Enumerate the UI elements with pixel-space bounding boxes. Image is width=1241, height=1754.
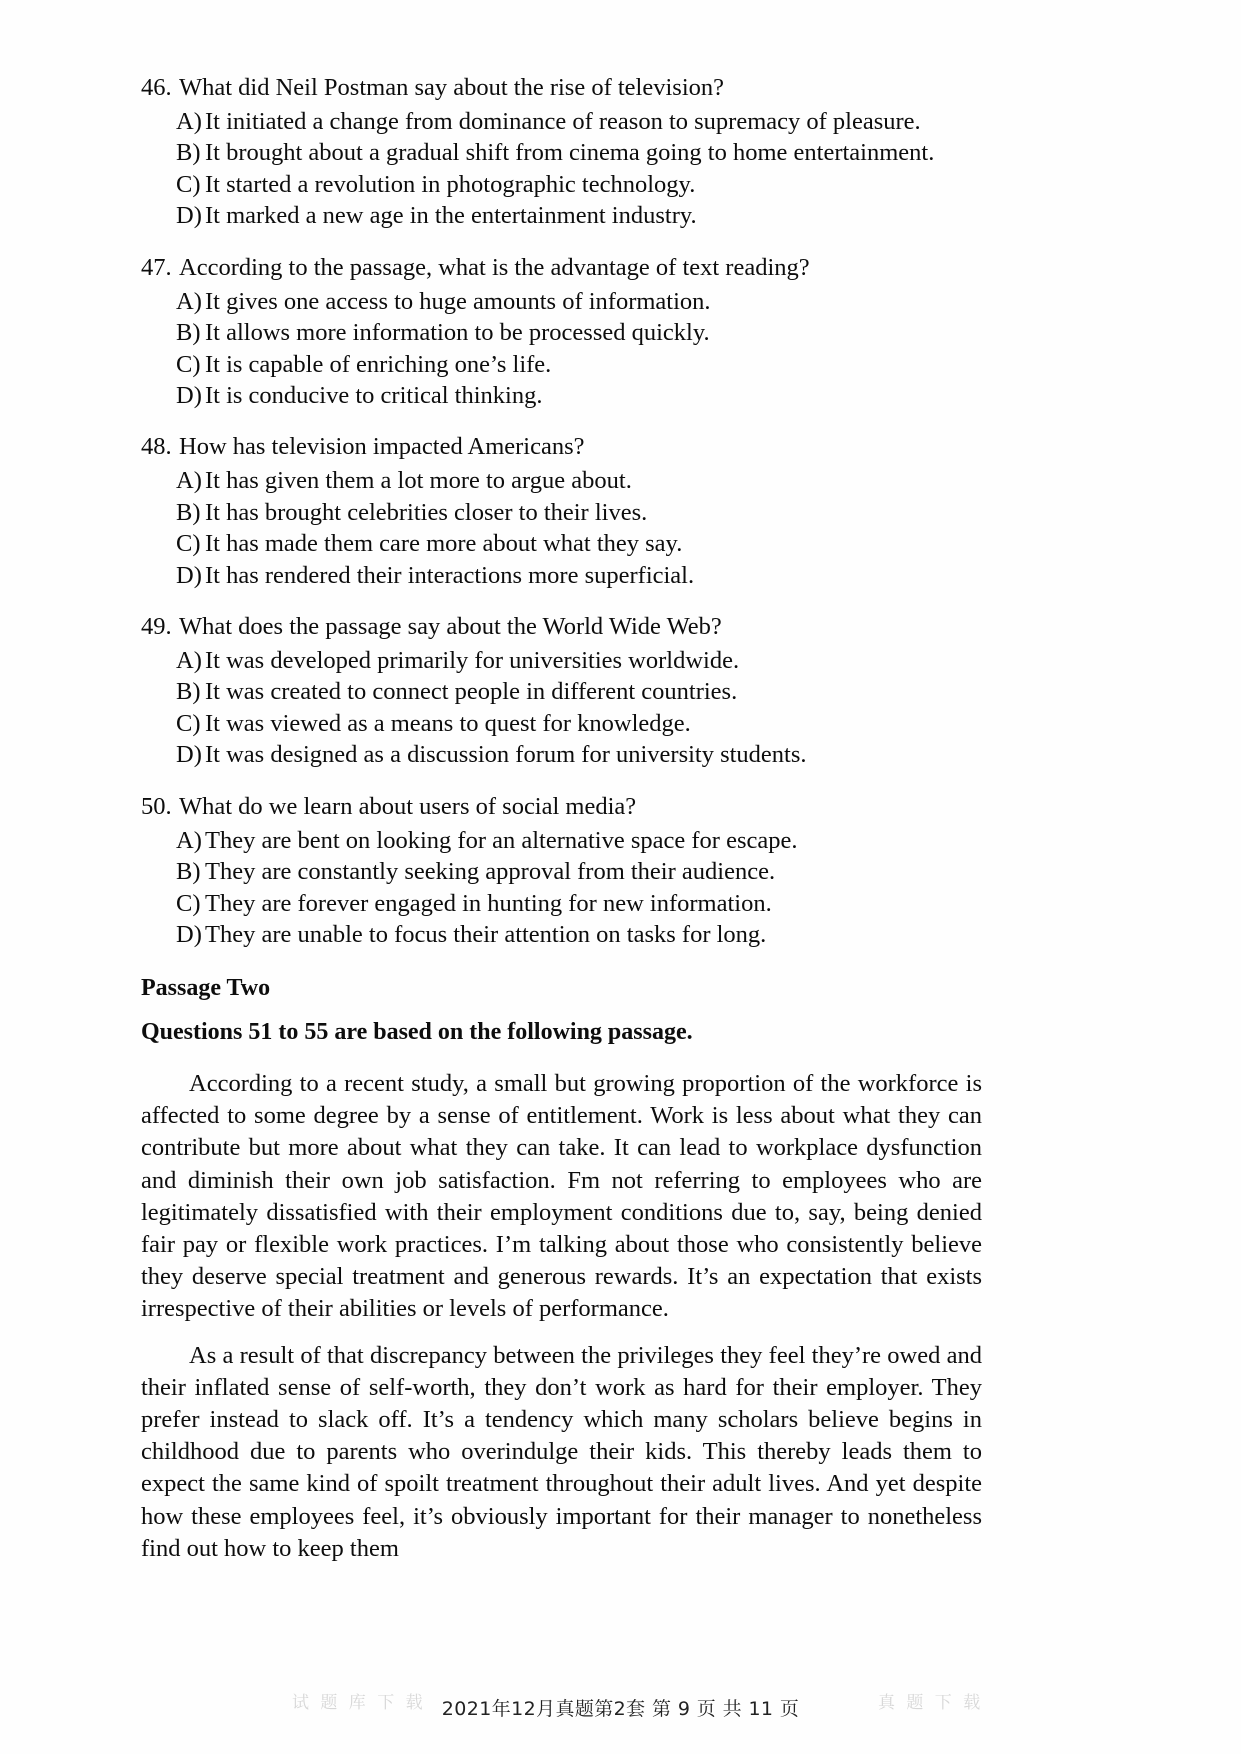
option-list (141, 286, 982, 412)
option-text: It has brought celebrities closer to their lives. (205, 498, 648, 526)
option-c[interactable] (141, 169, 982, 200)
question-stem (141, 72, 982, 104)
option-b[interactable] (141, 676, 982, 707)
question-stem (141, 791, 982, 823)
option-a[interactable] (141, 825, 982, 856)
option-label: D) (176, 381, 202, 409)
option-label: C) (176, 530, 201, 558)
option-text: It was designed as a discussion forum for university students. (205, 741, 807, 769)
option-text: It is capable of enriching one’s life. (205, 350, 552, 378)
option-c[interactable] (141, 888, 982, 919)
question-text: What do we learn about users of social media? (179, 792, 637, 820)
option-label: A) (176, 467, 202, 495)
question-number: 46. (141, 74, 172, 101)
option-a[interactable] (141, 286, 982, 317)
option-label: A) (176, 287, 202, 315)
option-label: B) (176, 678, 201, 706)
option-list (141, 645, 982, 771)
option-label: D) (176, 741, 202, 769)
question-stem (141, 252, 982, 284)
passage-heading: Passage Two (141, 974, 271, 1001)
option-text: It allows more information to be processed quickly. (205, 319, 710, 347)
option-c[interactable] (141, 528, 982, 559)
watermark-right: 真 题 下 载 (878, 1693, 984, 1713)
option-label: B) (176, 319, 201, 347)
option-label: B) (176, 858, 201, 886)
option-text: It marked a new age in the entertainment industry. (205, 202, 697, 230)
question-number: 50. (141, 792, 172, 820)
question-block (141, 252, 982, 412)
question-block (141, 611, 982, 771)
option-label: C) (176, 709, 201, 737)
question-number: 48. (141, 433, 172, 461)
option-d[interactable] (141, 200, 982, 231)
option-list (141, 465, 982, 591)
page-footer: 2021年12月真题第2套 第 9 页 共 11 页 (441, 1698, 800, 1720)
option-c[interactable] (141, 708, 982, 739)
option-text: It was viewed as a means to quest for knowledge. (205, 709, 691, 737)
option-label: C) (176, 170, 201, 198)
option-text: It has rendered their interactions more superficial. (205, 561, 695, 589)
option-a[interactable] (141, 106, 982, 137)
question-text: How has television impacted Americans? (179, 433, 585, 461)
option-text: It has given them a lot more to argue about. (205, 467, 632, 495)
question-number: 47. (141, 253, 172, 281)
option-text: They are unable to focus their attention on tasks for long. (205, 921, 767, 949)
passage-subheading: Questions 51 to 55 are based on the following passage. (141, 1018, 693, 1045)
option-b[interactable] (141, 497, 982, 528)
question-text: What did Neil Postman say about the rise of television? (179, 74, 725, 101)
option-a[interactable] (141, 645, 982, 676)
option-text: It brought about a gradual shift from cinema going to home entertainment. (205, 139, 935, 167)
watermark-left: 试 题 库 下 载 (292, 1693, 426, 1713)
question-stem (141, 611, 982, 643)
passage-body (141, 1068, 982, 1565)
option-d[interactable] (141, 380, 982, 411)
question-block (141, 72, 982, 232)
question-text: What does the passage say about the World Wide Web? (179, 613, 722, 641)
option-label: D) (176, 561, 202, 589)
option-text: It was developed primarily for universities worldwide. (205, 647, 740, 674)
option-label: A) (176, 107, 202, 135)
question-block (141, 431, 982, 591)
option-text: It started a revolution in photographic technology. (205, 170, 696, 198)
passage-paragraph: As a result of that discrepancy between the privileges they feel they’re owed and their inflated sense of self-worth, they don’t work as hard for their employer. They prefer instead to slack off. It’s a tendency which many scholars believe begins in childhood due to parents who overindulge their kids. This thereby leads them to expect the same kind of spoilt treatment throughout their adult lives. And yet despite how these employees feel, it’s obviously important for their manager to nonetheless find out how to keep them (141, 1341, 982, 1562)
option-c[interactable] (141, 349, 982, 380)
question-stem (141, 431, 982, 463)
option-label: D) (176, 921, 202, 949)
question-block (141, 791, 982, 951)
option-text: They are constantly seeking approval from their audience. (205, 858, 776, 886)
option-a[interactable] (141, 465, 982, 496)
option-list (141, 106, 982, 232)
option-list (141, 825, 982, 951)
option-text: It was created to connect people in different countries. (205, 678, 738, 706)
option-text: It gives one access to huge amounts of information. (205, 287, 711, 315)
page-content (141, 72, 982, 1565)
option-text: It is conducive to critical thinking. (205, 381, 543, 409)
option-label: A) (176, 826, 202, 854)
option-label: B) (176, 498, 201, 526)
question-text: According to the passage, what is the advantage of text reading? (179, 253, 810, 281)
option-text: They are bent on looking for an alternative space for escape. (205, 826, 798, 854)
option-text: It initiated a change from dominance of reason to supremacy of pleasure. (205, 107, 921, 135)
option-text: It has made them care more about what they say. (205, 530, 683, 558)
option-label: C) (176, 350, 201, 378)
option-text: They are forever engaged in hunting for new information. (205, 889, 772, 917)
option-label: D) (176, 202, 202, 230)
option-d[interactable] (141, 560, 982, 591)
question-number: 49. (141, 613, 172, 641)
option-label: C) (176, 889, 201, 917)
option-b[interactable] (141, 856, 982, 887)
option-d[interactable] (141, 739, 982, 770)
option-label: A) (176, 647, 202, 674)
option-b[interactable] (141, 317, 982, 348)
passage-paragraph: According to a recent study, a small but growing proportion of the workforce is affected to some degree by a sense of entitlement. Work is less about what they can contribute but more about what they can take. It can lead to workplace dysfunction and diminish their own job satisfaction. Fm not referring to employees who are legitimately dissatisfied with their employment conditions due to, say, being denied fair pay or flexible work practices. I’m talking about those who consistently believe they deserve special treatment and generous rewards. It’s an expectation that exists irrespective of their abilities or levels of performance. (141, 1069, 982, 1323)
option-d[interactable] (141, 919, 982, 950)
option-b[interactable] (141, 137, 982, 168)
option-label: B) (176, 139, 201, 167)
